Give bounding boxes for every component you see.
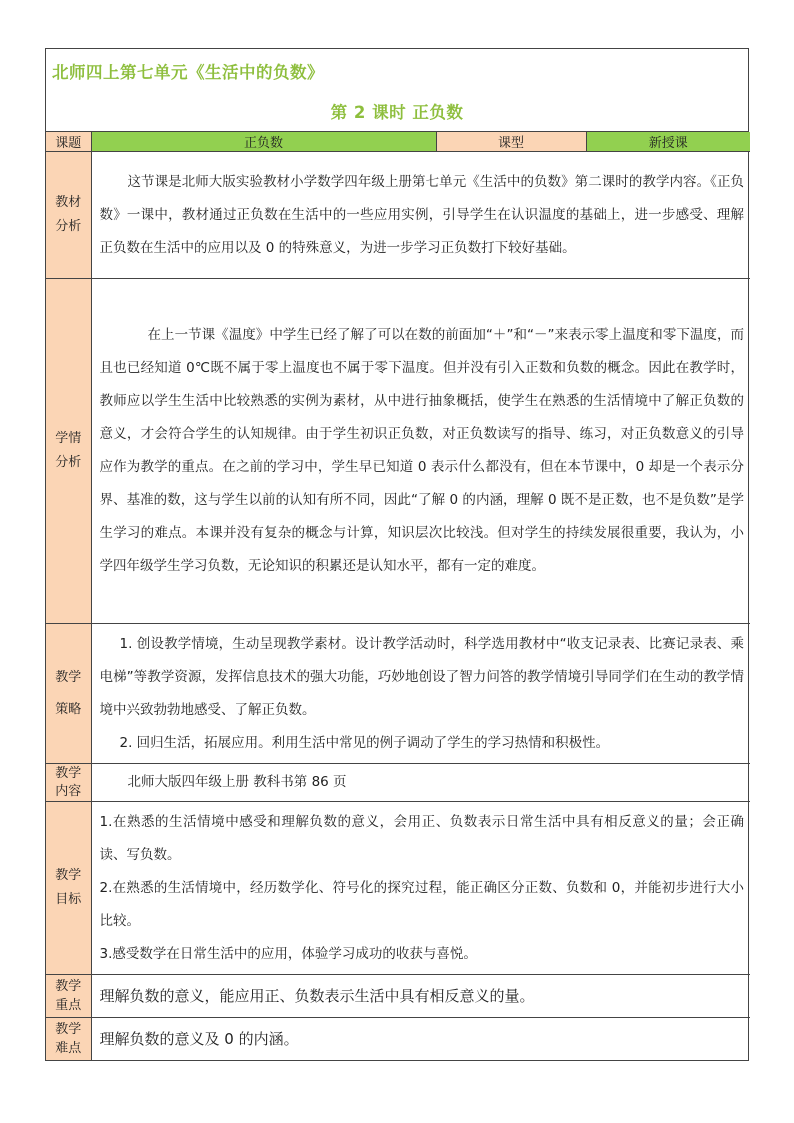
content-text: 北师大版四年级上册 教科书第 86 页 [127,774,347,790]
type-label: 课型 [436,132,586,152]
content-text-cell [91,764,750,802]
goals-text-cell [91,802,750,975]
key-point-text: 理解负数的意义，能应用正、负数表示生活中具有相反意义的量。 [99,987,535,1005]
material-text-cell [91,152,750,279]
strategy-label: 教学 策略 [46,624,91,764]
students-label: 学情 分析 [46,279,91,624]
key-point-text-cell [91,975,750,1018]
content-label: 教学 内容 [46,764,91,802]
key-point-row [46,975,750,1018]
type-value: 新授课 [586,132,750,152]
students-text: 在上一节课《温度》中学生已经了解了可以在数的前面加“＋”和“－”来表示零上温度和零下温度，而且也已经知道 0℃既不属于零上温度也不属于零下温度。但并没有引入正数和负数的概念。因此在教学时，教师应以学生生活中比较熟悉的实例为素材，从中进行抽象概括，使学生在熟悉的生活情境中了解正负数的意义，才会符合学生的认知规律。由于学生初识正负数，对正负数读写的指导、练习，对正负数意义的引导应作为教学的重点。在之前的学习中，学生早已知道 0 表示什么都没有，但在本节课中，0 却是一个表示分界、基准的数，这与学生以前的认知有所不同，因此“了解 0 的内涵，理解 0 既不是正数，也不是负数”是学生学习的难点。本课并没有复杂的概念与计算，知识层次比较浅。但对学生的持续发展很重要，我认为，小学四年级学生学习负数，无论知识的积累还是认知水平，都有一定的难度。 [99,327,744,574]
lesson-table [46,132,750,1060]
lesson-subtitle: 第 2 课时 正负数 [330,103,464,122]
unit-title: 北师四上第七单元《生活中的负数》 [52,63,324,82]
goals-row [46,802,750,975]
title-block [46,49,748,132]
strategy-para-2: 2. 回归生活，拓展应用。利用生活中常见的例子调动了学生的学习热情和积极性。 [119,734,610,751]
difficulty-text: 理解负数的意义及 0 的内涵。 [99,1030,299,1048]
students-row [46,279,750,624]
info-row [46,132,750,152]
strategy-para-1: 1. 创设教学情境，生动呈现教学素材。设计教学活动时，科学选用教材中“收支记录表、比赛记录表、乘电梯”等教学资源，发挥信息技术的强大功能，巧妙地创设了智力问答的教学情境引导同学们在生动的教学情境中兴致勃勃地感受、了解正负数。 [99,635,744,718]
key-point-label: 教学 重点 [46,975,91,1018]
goals-label: 教学 目标 [46,802,91,975]
topic-label: 课题 [46,132,91,152]
material-label: 教材 分析 [46,152,91,279]
topic-value: 正负数 [91,132,436,152]
material-text: 这节课是北师大版实验教材小学数学四年级上册第七单元《生活中的负数》第二课时的教学内容。《正负数》一课中，教材通过正负数在生活中的一些应用实例，引导学生在认识温度的基础上，进一步感受、理解正负数在生活中的应用以及 0 的特殊意义，为进一步学习正负数打下较好基础。 [99,173,744,256]
lesson-plan-sheet [45,48,749,1061]
goal-item-3: 3.感受数学在日常生活中的应用，体验学习成功的收获与喜悦。 [99,945,477,962]
students-text-cell [91,279,750,624]
content-row [46,764,750,802]
strategy-row [46,624,750,764]
material-row [46,152,750,279]
strategy-text-cell [91,624,750,764]
goal-item-1: 1.在熟悉的生活情境中感受和理解负数的意义，会用正、负数表示日常生活中具有相反意义的量；会正确读、写负数。 [99,813,744,863]
difficulty-text-cell [91,1018,750,1061]
goal-item-2: 2.在熟悉的生活情境中，经历数学化、符号化的探究过程，能正确区分正数、负数和 0，并能初步进行大小比较。 [99,879,744,929]
difficulty-label: 教学 难点 [46,1018,91,1061]
difficulty-row [46,1018,750,1061]
